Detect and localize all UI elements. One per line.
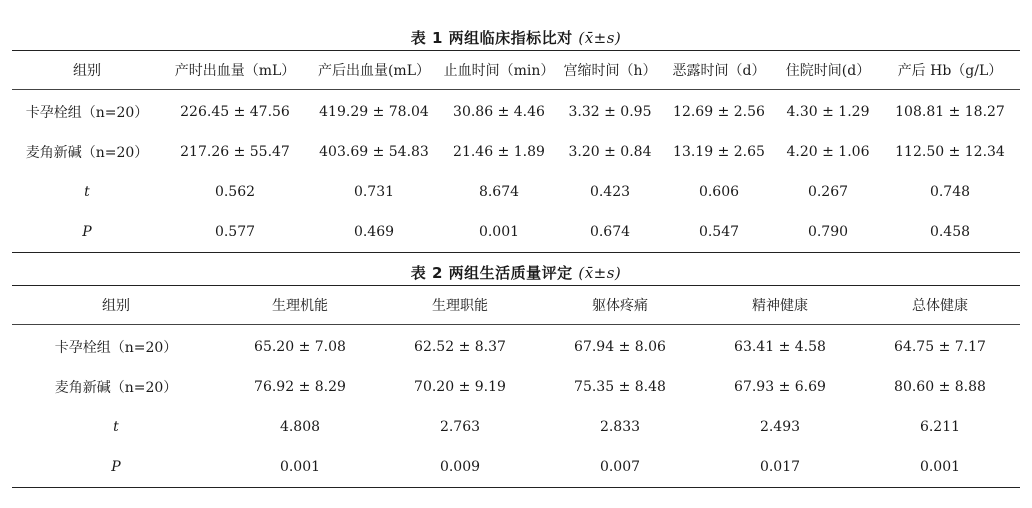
table2-cell: 0.001 <box>860 447 1020 488</box>
table1-header-postpartum-blood-loss: 产后出血量(mL） <box>308 51 440 90</box>
table-row <box>12 172 1020 212</box>
table-row <box>12 90 1020 133</box>
table2-cell: 0.007 <box>540 447 700 488</box>
table2-cell: 80.60 ± 8.88 <box>894 379 986 395</box>
table2-caption-text: 表 2 两组生活质量评定 <box>410 264 573 282</box>
table1-cell: 112.50 ± 12.34 <box>895 144 1005 160</box>
table1-header-row <box>12 51 1020 90</box>
table1-header-lochia-time: 恶露时间（d） <box>662 51 776 90</box>
table1-stat-label: (x̄±s) <box>578 29 622 47</box>
table1-cell: P <box>12 212 162 253</box>
table1-cell: 3.20 ± 0.84 <box>568 144 652 160</box>
table1-cell: 0.469 <box>308 212 440 253</box>
table1-header-intrapartum-blood-loss: 产时出血量（mL） <box>162 51 308 90</box>
table2-stat-label: (x̄±s) <box>578 264 622 282</box>
table2-cell: 卡孕栓组（n=20） <box>54 340 178 356</box>
table2-cell: 63.41 ± 4.58 <box>734 339 826 355</box>
table1-cell: 226.45 ± 47.56 <box>180 104 290 120</box>
table2-header-general-health: 总体健康 <box>860 286 1020 325</box>
table2-cell: 75.35 ± 8.48 <box>574 379 666 395</box>
table1-cell: 12.69 ± 2.56 <box>673 104 765 120</box>
table-gap <box>12 253 1020 263</box>
table1-cell: 0.577 <box>162 212 308 253</box>
table1-cell: t <box>84 184 90 200</box>
table2 <box>12 285 1020 488</box>
table2-cell: 76.92 ± 8.29 <box>254 379 346 395</box>
table2-cell: 2.493 <box>759 419 801 435</box>
table1-cell: 4.30 ± 1.29 <box>786 104 870 120</box>
table2-header-role-physical: 生理职能 <box>380 286 540 325</box>
table-row <box>12 132 1020 172</box>
table1-cell: 403.69 ± 54.83 <box>319 144 429 160</box>
table-row <box>12 367 1020 407</box>
table2-cell: t <box>113 419 119 435</box>
table1-cell: 4.20 ± 1.06 <box>786 144 870 160</box>
table2-header-group: 组别 <box>12 286 220 325</box>
table1-cell: 3.32 ± 0.95 <box>568 104 652 120</box>
table2-header-physical-function: 生理机能 <box>220 286 380 325</box>
table2-cell: 67.94 ± 8.06 <box>574 339 666 355</box>
table1-cell: 13.19 ± 2.65 <box>673 144 765 160</box>
table1-cell: 0.267 <box>807 184 849 200</box>
table1-header-hemostasis-time: 止血时间（min） <box>440 51 558 90</box>
table1-cell: 30.86 ± 4.46 <box>453 104 545 120</box>
table2-cell: 0.009 <box>380 447 540 488</box>
table2-cell: P <box>12 447 220 488</box>
table2-cell: 6.211 <box>919 419 961 435</box>
table2-header-row <box>12 286 1020 325</box>
table1-caption <box>12 28 1020 50</box>
table1-cell: 麦角新碱（n=20） <box>25 145 149 161</box>
table1-cell: 0.423 <box>589 184 631 200</box>
table1-cell: 0.547 <box>662 212 776 253</box>
table2-cell: 65.20 ± 7.08 <box>254 339 346 355</box>
table2-cell: 62.52 ± 8.37 <box>414 339 506 355</box>
table1-header-group: 组别 <box>12 51 162 90</box>
table2-cell: 0.017 <box>700 447 860 488</box>
table-row <box>12 212 1020 253</box>
table1-header-postpartum-hb: 产后 Hb（g/L） <box>880 51 1020 90</box>
table2-cell: 0.001 <box>220 447 380 488</box>
table2-cell: 麦角新碱（n=20） <box>54 380 178 396</box>
table2-cell: 67.93 ± 6.69 <box>734 379 826 395</box>
table1-cell: 8.674 <box>478 184 520 200</box>
table1-cell: 0.731 <box>353 184 395 200</box>
table2-caption <box>12 263 1020 285</box>
table1-caption-text: 表 1 两组临床指标比对 <box>410 29 573 47</box>
table2-cell: 4.808 <box>279 419 321 435</box>
table1-cell: 0.606 <box>698 184 740 200</box>
table2-cell: 70.20 ± 9.19 <box>414 379 506 395</box>
table2-cell: 2.833 <box>599 419 641 435</box>
table1-cell: 卡孕栓组（n=20） <box>25 105 149 121</box>
table1-cell: 0.748 <box>929 184 971 200</box>
table1 <box>12 50 1020 253</box>
table-row <box>12 325 1020 368</box>
table2-header-bodily-pain: 躯体疼痛 <box>540 286 700 325</box>
table1-cell: 0.001 <box>440 212 558 253</box>
table2-cell: 2.763 <box>439 419 481 435</box>
table1-cell: 0.562 <box>214 184 256 200</box>
table2-cell: 64.75 ± 7.17 <box>894 339 986 355</box>
table1-cell: 0.674 <box>558 212 662 253</box>
table1-cell: 0.458 <box>880 212 1020 253</box>
table1-cell: 108.81 ± 18.27 <box>895 104 1005 120</box>
table1-header-hospital-stay: 住院时间(d） <box>776 51 880 90</box>
table1-cell: 217.26 ± 55.47 <box>180 144 290 160</box>
table1-cell: 419.29 ± 78.04 <box>319 104 429 120</box>
table1-cell: 0.790 <box>776 212 880 253</box>
table1-cell: 21.46 ± 1.89 <box>453 144 545 160</box>
table-row <box>12 447 1020 488</box>
table1-header-contraction-time: 宫缩时间（h） <box>558 51 662 90</box>
table-row <box>12 407 1020 447</box>
table2-header-mental-health: 精神健康 <box>700 286 860 325</box>
